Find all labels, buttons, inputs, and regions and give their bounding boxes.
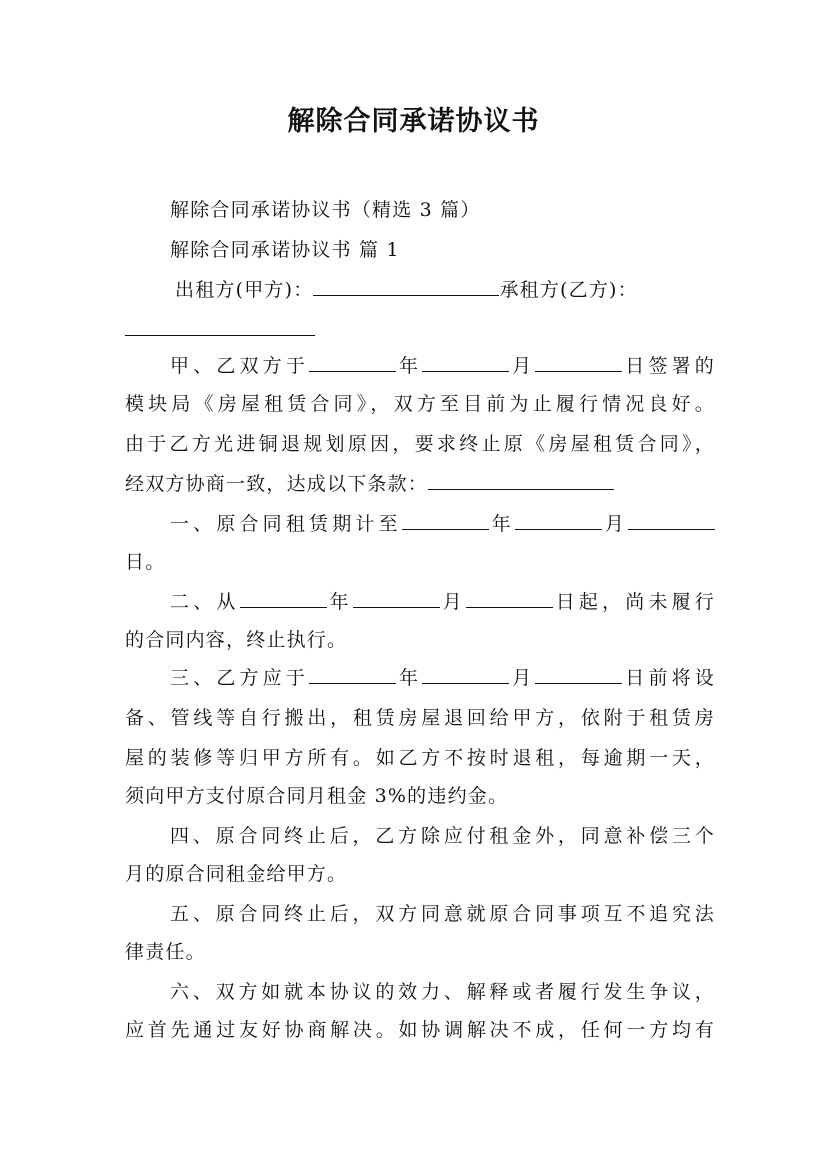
clause-1-line [125,548,715,576]
text: 律责任。 [125,941,206,963]
blank-field [309,353,396,372]
text: 月 [601,513,628,535]
text: 四、原合同终止后，乙方除应付租金外，同意补偿三个 [170,825,715,847]
blank-field [125,317,315,336]
text: 经双方协商一致，达成以下条款： [125,473,429,495]
text: 月 [509,355,536,377]
blank-field [466,589,553,608]
blank-field [515,511,602,530]
text: 日。 [125,551,166,573]
text: 备、管线等自行搬出，租赁房屋退回给甲方，依附于租赁房 [125,707,715,729]
text: 甲、乙双方于 [170,355,310,377]
text: 三、乙方应于 [170,667,310,689]
text: 月的原合同租金给甲方。 [125,863,348,885]
text: 月 [509,667,536,689]
blank-field [628,511,715,530]
blank-field [535,665,622,684]
parties-line-2 [125,316,715,344]
paragraph-line [125,470,715,498]
blank-field [422,665,509,684]
blank-field [428,471,614,490]
clause-6-line [125,1016,715,1044]
clause-5-line [125,938,715,966]
clause-4-line [125,860,715,888]
text: 年 [396,667,423,689]
paragraph-line [125,390,715,418]
text: 日起，尚未履行 [552,591,715,613]
blank-field [353,589,440,608]
section-heading [170,236,715,264]
text: 月 [439,591,466,613]
clause-2-line [125,626,715,654]
clause-6-line [170,978,715,1006]
subtitle-line [170,196,715,224]
clause-2-line [170,588,715,616]
blank-field [535,353,622,372]
paragraph-line [125,430,715,458]
clause-3-line [170,664,715,692]
text: 日签署的 [622,355,715,377]
text: 年 [326,591,353,613]
text: 年 [488,513,515,535]
clause-3-line [125,704,715,732]
text: 的合同内容，终止执行。 [125,629,348,651]
blank-field [422,353,509,372]
document-title: 解除合同承诺协议书 [287,106,540,137]
text: 须向甲方支付原合同月租金 3%的违约金。 [125,785,509,807]
blank-field [309,665,396,684]
parties-line [175,276,720,304]
clause-5-line [170,900,715,928]
paragraph-line [170,352,715,380]
clause-4-line [170,822,715,850]
text: 由于乙方光进铜退规划原因，要求终止原《房屋租赁合同》， [125,433,715,455]
text: 应首先通过友好协商解决。如协调解决不成，任何一方均有 [125,1019,715,1041]
blank-field [240,589,327,608]
clause-3-line [125,744,715,772]
text: 日前将设 [622,667,715,689]
text: 一、原合同租赁期计至 [170,513,402,535]
clause-1-line [170,510,715,538]
lessee-label: 承租方(乙方)： [499,279,638,301]
blank-field [402,511,489,530]
text: 二、从 [170,591,240,613]
text: 年 [396,355,423,377]
text: 解除合同承诺协议书（精选 3 篇） [170,199,481,221]
clause-3-line [125,782,715,810]
text: 模块局《房屋租赁合同》，双方至目前为止履行情况良好。 [125,393,715,415]
text: 解除合同承诺协议书 篇 1 [170,239,400,261]
text: 六、双方如就本协议的效力、解释或者履行发生争议， [170,981,715,1003]
text: 五、原合同终止后，双方同意就原合同事项互不追究法 [170,903,715,925]
lessor-label: 出租方(甲方)： [175,279,314,301]
blank-field [313,277,499,296]
text: 屋的装修等归甲方所有。如乙方不按时退租，每逾期一天， [125,747,715,769]
